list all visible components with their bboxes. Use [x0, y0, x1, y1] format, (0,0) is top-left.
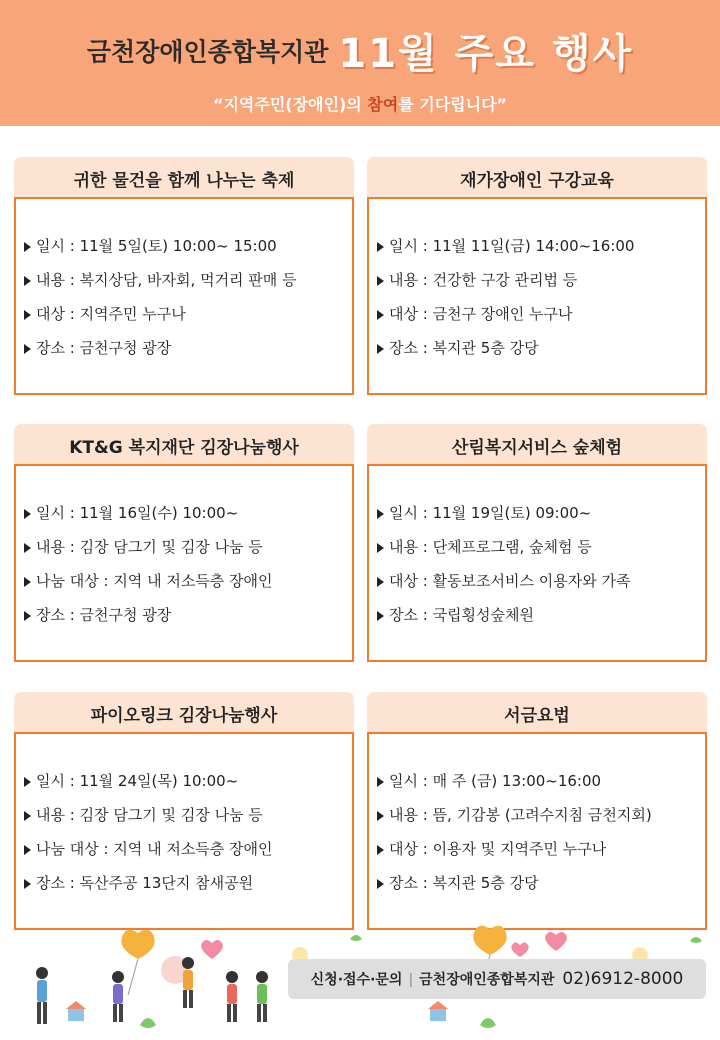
arrow-right-icon	[24, 611, 31, 621]
event-card	[367, 424, 707, 662]
line-text: 장소 : 금천구청 광장	[36, 339, 172, 357]
arrow-right-icon	[377, 242, 384, 252]
event-line	[24, 503, 273, 537]
line-text: 일시 : 매 주 (금) 13:00~16:00	[389, 772, 602, 790]
line-text: 대상 : 이용자 및 지역주민 누구나	[389, 840, 607, 858]
event-line	[377, 503, 630, 537]
event-card	[14, 424, 354, 662]
event-details	[367, 732, 707, 930]
arrow-right-icon	[24, 845, 31, 855]
event-details	[367, 197, 707, 395]
event-line	[24, 270, 297, 304]
line-text: 일시 : 11월 11일(금) 14:00~16:00	[389, 237, 635, 255]
event-line	[24, 537, 273, 571]
page-title	[0, 22, 720, 79]
arrow-right-icon	[377, 509, 384, 519]
line-text: 일시 : 11월 5일(토) 10:00~ 15:00	[36, 237, 277, 255]
line-text: 내용 : 뜸, 기감봉 (고려수지침 금천지회)	[389, 806, 652, 824]
arrow-right-icon	[24, 310, 31, 320]
event-line	[377, 839, 652, 873]
header-banner	[0, 0, 720, 126]
person-icon	[226, 971, 238, 1022]
event-line	[24, 338, 297, 372]
event-title: 서금요법	[367, 692, 707, 736]
event-details	[14, 732, 354, 930]
event-card	[14, 157, 354, 395]
arrow-right-icon	[24, 543, 31, 553]
arrow-right-icon	[377, 344, 384, 354]
line-text: 장소 : 금천구청 광장	[36, 606, 172, 624]
event-title: 파이오링크 김장나눔행사	[14, 692, 354, 736]
event-line	[24, 873, 273, 907]
event-line	[377, 571, 630, 605]
event-line	[377, 236, 634, 270]
arrow-right-icon	[377, 543, 384, 553]
event-card	[367, 157, 707, 395]
event-card	[367, 692, 707, 930]
event-line	[377, 873, 652, 907]
line-text: 내용 : 건강한 구강 관리법 등	[389, 271, 578, 289]
person-icon	[182, 957, 194, 1008]
event-line	[377, 605, 630, 639]
line-text: 일시 : 11월 16일(수) 10:00~	[36, 504, 239, 522]
event-title: 재가장애인 구강교육	[367, 157, 707, 201]
arrow-right-icon	[24, 811, 31, 821]
person-icon	[36, 967, 48, 1024]
arrow-right-icon	[377, 879, 384, 889]
arrow-right-icon	[24, 242, 31, 252]
contact-bar	[288, 959, 706, 999]
line-text: 내용 : 김장 담그기 및 김장 나눔 등	[36, 538, 263, 556]
person-icon	[256, 971, 268, 1022]
event-title: KT&G 복지재단 김장나눔행사	[14, 424, 354, 468]
subtitle-highlight: 참여	[367, 95, 399, 114]
arrow-right-icon	[24, 879, 31, 889]
event-line	[24, 839, 273, 873]
subtitle-post: 를 기다립니다”	[398, 95, 508, 114]
line-text: 장소 : 국립횡성숲체원	[389, 606, 535, 624]
contact-phone: 02)6912-8000	[562, 969, 684, 989]
event-line	[24, 771, 273, 805]
event-line	[24, 805, 273, 839]
arrow-right-icon	[24, 276, 31, 286]
line-text: 일시 : 11월 24일(목) 10:00~	[36, 772, 239, 790]
arrow-right-icon	[377, 777, 384, 787]
contact-separator: |	[408, 972, 414, 988]
line-text: 대상 : 지역주민 누구나	[36, 305, 186, 323]
line-text: 대상 : 활동보조서비스 이용자와 가족	[389, 572, 631, 590]
line-text: 대상 : 금천구 장애인 누구나	[389, 305, 573, 323]
arrow-right-icon	[377, 577, 384, 587]
event-line	[24, 605, 273, 639]
line-text: 장소 : 독산주공 13단지 참새공원	[36, 874, 254, 892]
event-line	[24, 571, 273, 605]
event-line	[377, 304, 634, 338]
event-line	[377, 771, 652, 805]
line-text: 내용 : 단체프로그램, 숲체험 등	[389, 538, 592, 556]
heart-icon	[201, 932, 567, 959]
arrow-right-icon	[377, 845, 384, 855]
event-line	[377, 537, 630, 571]
arrow-right-icon	[377, 811, 384, 821]
event-details	[14, 197, 354, 395]
event-card	[14, 692, 354, 930]
person-icon	[112, 971, 124, 1022]
org-name: 금천장애인종합복지관	[86, 37, 329, 67]
subtitle	[0, 92, 720, 115]
event-details	[367, 464, 707, 662]
event-line	[24, 304, 297, 338]
arrow-right-icon	[377, 310, 384, 320]
contact-org: 금천장애인종합복지관	[419, 972, 555, 988]
subtitle-pre: “지역주민(장애인)의	[212, 95, 368, 114]
arrow-right-icon	[24, 577, 31, 587]
line-text: 일시 : 11월 19일(토) 09:00~	[389, 504, 592, 522]
contact-label: 신청·접수·문의	[310, 972, 403, 988]
arrow-right-icon	[24, 509, 31, 519]
event-title: 귀한 물건을 함께 나누는 축제	[14, 157, 354, 201]
event-line	[377, 805, 652, 839]
event-details	[14, 464, 354, 662]
event-title: 11월 주요 행사	[338, 31, 634, 77]
balloon-icon	[121, 930, 154, 995]
event-line	[24, 236, 297, 270]
event-line	[377, 338, 634, 372]
line-text: 나눔 대상 : 지역 내 저소득층 장애인	[36, 840, 273, 858]
arrow-right-icon	[24, 777, 31, 787]
line-text: 내용 : 복지상담, 바자회, 먹거리 판매 등	[36, 271, 297, 289]
line-text: 장소 : 복지관 5층 강당	[389, 339, 539, 357]
line-text: 나눔 대상 : 지역 내 저소득층 장애인	[36, 572, 273, 590]
event-title: 산림복지서비스 숲체험	[367, 424, 707, 468]
arrow-right-icon	[24, 344, 31, 354]
line-text: 내용 : 김장 담그기 및 김장 나눔 등	[36, 806, 263, 824]
arrow-right-icon	[377, 276, 384, 286]
line-text: 장소 : 복지관 5층 강당	[389, 874, 539, 892]
event-line	[377, 270, 634, 304]
arrow-right-icon	[377, 611, 384, 621]
